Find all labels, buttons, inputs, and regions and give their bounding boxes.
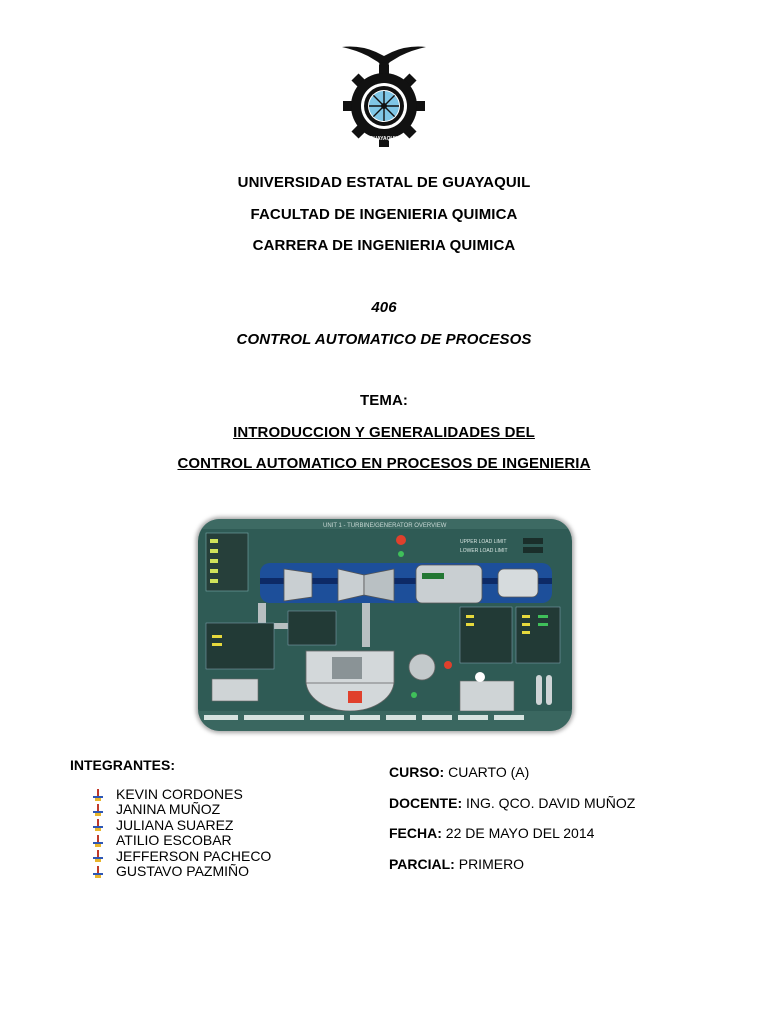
- members-list: [92, 787, 271, 879]
- career-name: CARRERA DE INGENIERIA QUIMICA: [252, 237, 516, 254]
- fecha-line: [389, 825, 594, 841]
- fecha-value: 22 DE MAYO DEL 2014: [445, 825, 595, 841]
- bullet-icon: [92, 835, 104, 847]
- list-item: [92, 802, 271, 817]
- seal-city-text: GUAYAQUIL: [369, 136, 399, 142]
- bullet-icon: [92, 804, 104, 816]
- course-code: 406: [371, 299, 397, 316]
- member-name: JEFFERSON PACHECO: [116, 847, 272, 864]
- lower-load-limit-label: LOWER LOAD LIMIT: [460, 548, 508, 554]
- parcial-value: PRIMERO: [458, 856, 525, 872]
- member-name: KEVIN CORDONES: [116, 786, 243, 802]
- course-name: CONTROL AUTOMATICO DE PROCESOS: [236, 331, 532, 348]
- list-item: [92, 787, 271, 802]
- bullet-icon: [92, 866, 104, 878]
- member-name: GUSTAVO PAZMIÑO: [116, 862, 250, 879]
- list-item: [92, 833, 271, 848]
- topic-title-line2: CONTROL AUTOMATICO EN PROCESOS DE INGENIERIA: [177, 455, 591, 472]
- fecha-label: FECHA:: [389, 825, 442, 841]
- list-item: [92, 864, 271, 879]
- screen-title: UNIT 1 - TURBINE/GENERATOR OVERVIEW: [323, 523, 447, 529]
- bullet-icon: [92, 789, 104, 801]
- university-name: UNIVERSIDAD ESTATAL DE GUAYAQUIL: [237, 174, 531, 191]
- parcial-label: PARCIAL:: [389, 856, 455, 872]
- upper-load-limit-label: UPPER LOAD LIMIT: [460, 539, 507, 545]
- faculty-name: FACULTAD DE INGENIERIA QUIMICA: [250, 206, 518, 223]
- list-item: [92, 818, 271, 833]
- topic-title-line1: INTRODUCCION Y GENERALIDADES DEL: [233, 424, 535, 441]
- members-title: INTEGRANTES:: [70, 757, 175, 773]
- university-seal-icon: [338, 40, 430, 148]
- member-name: JANINA MUÑOZ: [116, 801, 221, 818]
- docente-line: [389, 795, 635, 811]
- docente-label: DOCENTE:: [389, 795, 463, 811]
- list-item: [92, 849, 271, 864]
- curso-label: CURSO:: [389, 764, 445, 780]
- curso-value: CUARTO (A): [448, 764, 530, 780]
- member-name: ATILIO ESCOBAR: [116, 832, 232, 849]
- docente-value: ING. QCO. DAVID MUÑOZ: [466, 795, 636, 811]
- member-name: JULIANA SUAREZ: [116, 816, 234, 833]
- process-control-image: [198, 519, 572, 731]
- bullet-icon: [92, 819, 104, 831]
- topic-label: TEMA:: [360, 392, 408, 409]
- parcial-line: [389, 856, 524, 872]
- bullet-icon: [92, 850, 104, 862]
- curso-line: [389, 764, 529, 780]
